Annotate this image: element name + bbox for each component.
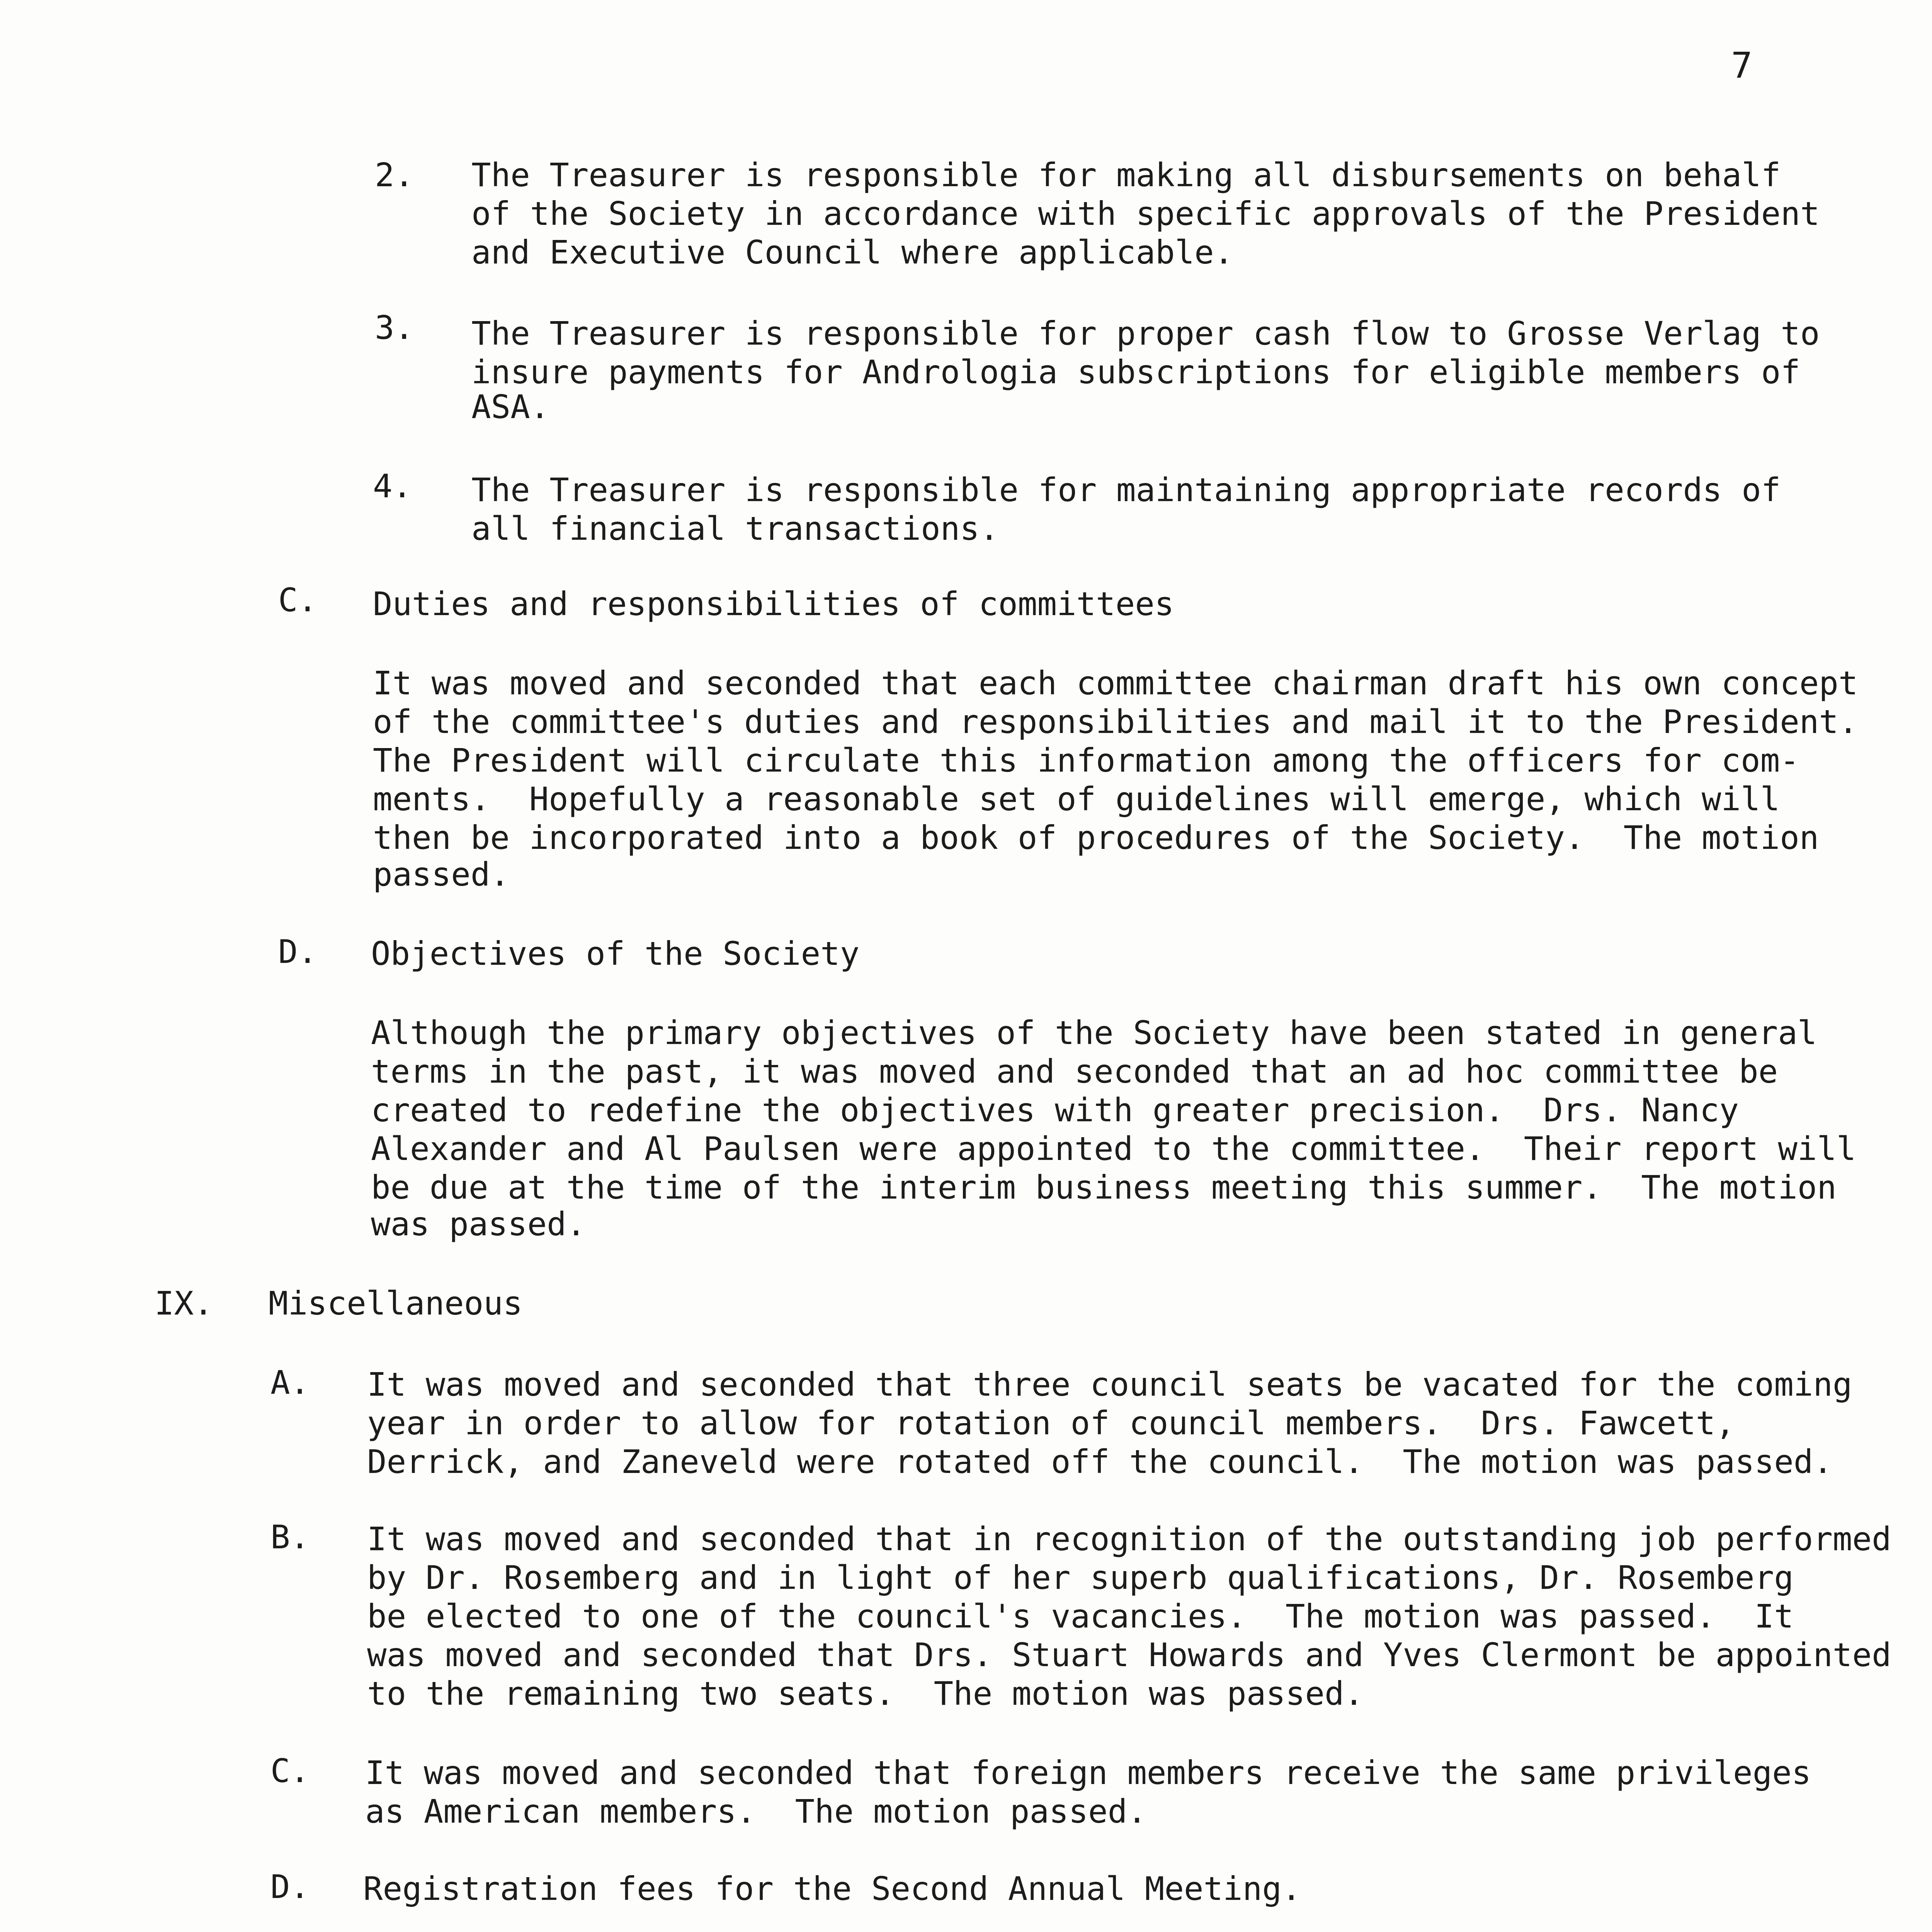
section-heading: Miscellaneous: [269, 1284, 523, 1322]
text-line: It was moved and seconded that each committee chairman draft his own concept: [373, 664, 1858, 702]
section-letter: D.: [278, 933, 318, 971]
section-letter: C.: [278, 581, 318, 619]
text-line: The Treasurer is responsible for maintaining appropriate records of: [471, 471, 1781, 509]
text-line: then be incorporated into a book of procedures of the Society. The motion: [373, 819, 1819, 857]
text-line: terms in the past, it was moved and seconded that an ad hoc committee be: [371, 1053, 1778, 1090]
text-line: by Dr. Rosemberg and in light of her superb qualifications, Dr. Rosemberg: [367, 1559, 1794, 1597]
text-line: The Treasurer is responsible for making all disbursements on behalf: [471, 156, 1781, 194]
text-line: be elected to one of the council's vacancies. The motion was passed. It: [367, 1597, 1794, 1635]
text-line: and Executive Council where applicable.: [471, 233, 1234, 271]
text-line: Alexander and Al Paulsen were appointed to the committee. Their report will: [371, 1130, 1856, 1168]
text-line: It was moved and seconded that three council seats be vacated for the coming: [367, 1366, 1852, 1403]
text-line: The Treasurer is responsible for proper cash flow to Grosse Verlag to: [471, 315, 1820, 352]
text-line: was passed.: [371, 1205, 586, 1243]
text-line: Although the primary objectives of the Society have been stated in general: [371, 1014, 1817, 1052]
text-line: Derrick, and Zaneveld were rotated off the council. The motion was passed.: [367, 1443, 1833, 1481]
text-line: be due at the time of the interim business meeting this summer. The motion: [371, 1168, 1837, 1206]
text-line: created to redefine the objectives with greater precision. Drs. Nancy: [371, 1091, 1739, 1129]
text-line: was moved and seconded that Drs. Stuart Howards and Yves Clermont be appointed: [367, 1636, 1891, 1674]
section-numeral: IX.: [155, 1284, 213, 1322]
section-heading: Duties and responsibilities of committees: [373, 585, 1174, 623]
text-line: year in order to allow for rotation of council members. Drs. Fawcett,: [367, 1404, 1735, 1442]
text-line: It was moved and seconded that foreign members receive the same privileges: [365, 1754, 1811, 1792]
text-line: ments. Hopefully a reasonable set of guidelines will emerge, which will: [373, 780, 1780, 818]
text-line: insure payments for Andrologia subscriptions for eligible members of: [471, 353, 1800, 391]
section-heading: Objectives of the Society: [371, 935, 860, 973]
text-line: to the remaining two seats. The motion was passed.: [367, 1675, 1364, 1713]
item-number: 2.: [375, 156, 414, 194]
item-letter: A.: [270, 1364, 310, 1401]
text-line: of the Society in accordance with specific approvals of the President: [471, 195, 1820, 233]
text-line: passed.: [373, 855, 510, 893]
item-number: 3.: [375, 309, 414, 347]
text-line: The President will circulate this information among the officers for com-: [373, 742, 1799, 779]
text-line: of the committee's duties and responsibilities and mail it to the President.: [373, 703, 1858, 741]
item-letter: D.: [270, 1868, 310, 1906]
item-heading: Registration fees for the Second Annual Meeting.: [363, 1870, 1301, 1908]
item-letter: B.: [270, 1518, 310, 1556]
text-line: all financial transactions.: [471, 510, 999, 548]
page-number: 7: [1731, 45, 1753, 86]
item-number: 4.: [373, 467, 412, 505]
text-line: It was moved and seconded that in recognition of the outstanding job performed: [367, 1520, 1891, 1558]
item-letter: C.: [270, 1752, 310, 1790]
text-line: as American members. The motion passed.: [365, 1793, 1147, 1830]
text-line: ASA.: [471, 388, 550, 426]
